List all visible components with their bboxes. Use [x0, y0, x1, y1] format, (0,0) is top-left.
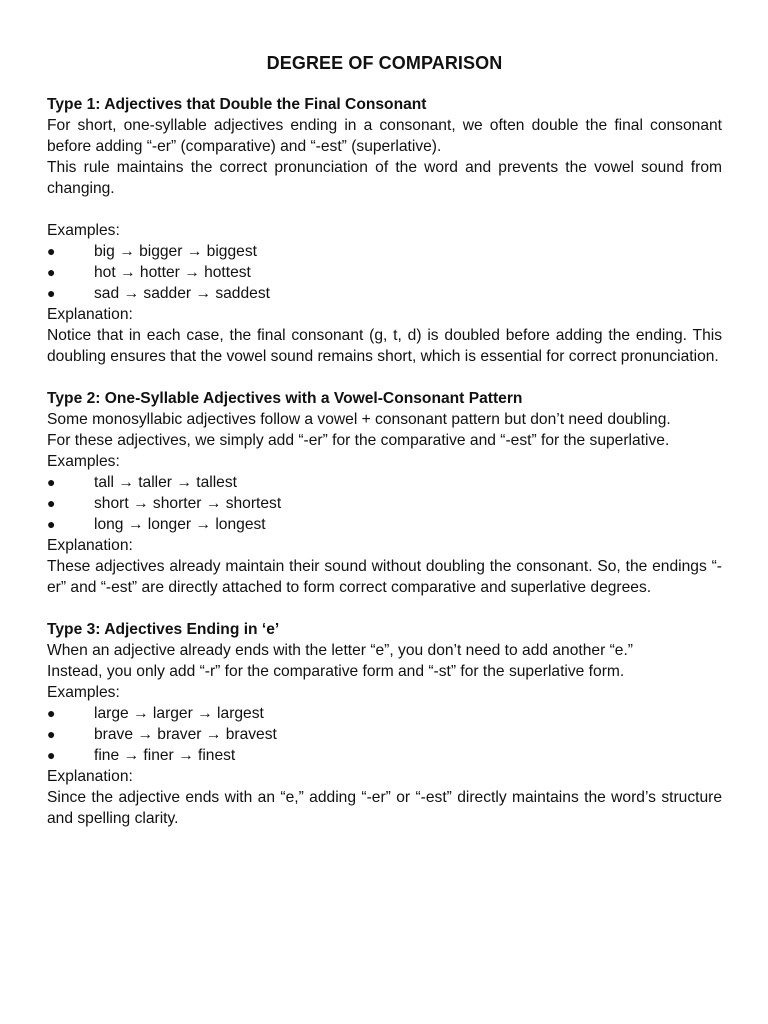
bullet-icon: ●	[47, 474, 56, 490]
list-item: ● short → shorter → shortest	[47, 495, 282, 512]
examples-label: Examples:	[47, 684, 120, 701]
list-item: ● sad → sadder → saddest	[47, 285, 270, 302]
bullet-icon: ●	[47, 243, 56, 259]
section-type-3	[47, 619, 722, 829]
bullet-icon: ●	[47, 726, 56, 742]
section-heading: Type 2: One-Syllable Adjectives with a Vowel-Consonant Pattern	[47, 390, 523, 407]
explanation-label: Explanation:	[47, 768, 133, 785]
explanation-paragraph: Since the adjective ends with an “e,” adding “-er” or “-est” directly maintains the word’s structure and spelling clarity.	[47, 789, 722, 827]
bullet-icon: ●	[47, 285, 56, 301]
list-item: ● long → longer → longest	[47, 516, 266, 533]
list-item: ● fine → finer → finest	[47, 747, 236, 764]
examples-list	[47, 241, 722, 304]
intro-paragraph: This rule maintains the correct pronunciation of the word and prevents the vowel sound from changing.	[47, 159, 722, 197]
section-heading: Type 3: Adjectives Ending in ‘e’	[47, 621, 280, 638]
list-item: ● tall → taller → tallest	[47, 474, 237, 491]
bullet-icon: ●	[47, 705, 56, 721]
examples-label: Examples:	[47, 453, 120, 470]
intro-paragraph: Some monosyllabic adjectives follow a vowel + consonant pattern but don’t need doubling.	[47, 411, 671, 428]
bullet-icon: ●	[47, 264, 56, 280]
examples-list	[47, 703, 722, 766]
document-title: DEGREE OF COMPARISON	[266, 53, 503, 73]
examples-list	[47, 472, 722, 535]
intro-paragraph: For these adjectives, we simply add “-er” for the comparative and “-est” for the superlative.	[47, 432, 670, 449]
explanation-label: Explanation:	[47, 537, 133, 554]
explanation-paragraph: Notice that in each case, the final consonant (g, t, d) is doubled before adding the ending. This doubling ensures that the vowel sound remains short, which is essential for correct pronunciation.	[47, 327, 722, 365]
bullet-icon: ●	[47, 747, 56, 763]
section-type-2	[47, 388, 722, 598]
intro-paragraph: Instead, you only add “-r” for the comparative form and “-st” for the superlative form.	[47, 663, 625, 680]
section-type-1	[47, 94, 722, 367]
list-item: ● large → larger → largest	[47, 705, 264, 722]
document-page	[47, 50, 722, 829]
bullet-icon: ●	[47, 516, 56, 532]
section-heading: Type 1: Adjectives that Double the Final Consonant	[47, 96, 427, 113]
intro-paragraph: When an adjective already ends with the letter “e”, you don’t need to add another “e.”	[47, 642, 633, 659]
list-item: ● brave → braver → bravest	[47, 726, 277, 743]
examples-label: Examples:	[47, 222, 120, 239]
intro-paragraph: For short, one-syllable adjectives ending in a consonant, we often double the final consonant before adding “-er” (comparative) and “-est” (superlative).	[47, 117, 722, 155]
list-item: ● hot → hotter → hottest	[47, 264, 251, 281]
explanation-label: Explanation:	[47, 306, 133, 323]
list-item: ● big → bigger → biggest	[47, 243, 257, 260]
explanation-paragraph: These adjectives already maintain their sound without doubling the consonant. So, the endings “-er” and “-est” are directly attached to form correct comparative and superlative degrees.	[47, 558, 722, 596]
bullet-icon: ●	[47, 495, 56, 511]
